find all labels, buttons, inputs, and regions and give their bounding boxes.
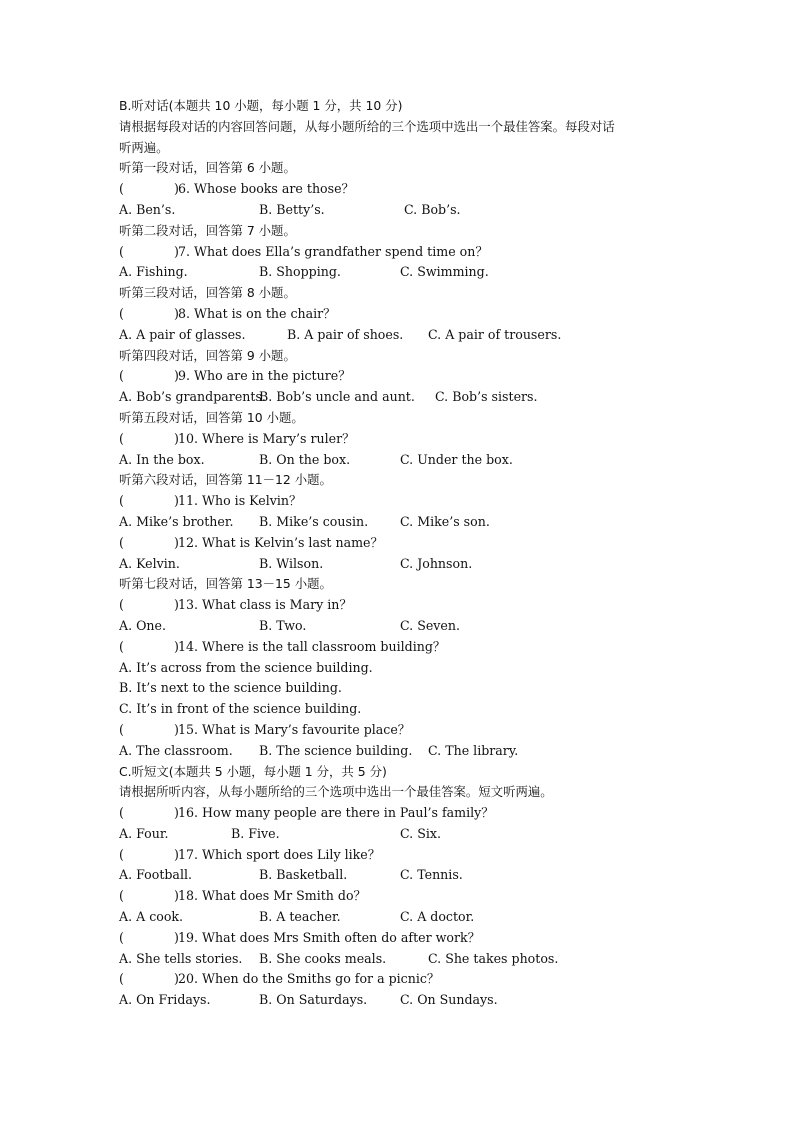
option-b: B. Five. <box>231 825 280 841</box>
option-c: C. A pair of trousers. <box>428 326 562 342</box>
section-b-instruction: 请根据每段对话的内容回答问题，从每小题所给的三个选项中选出一个最佳答案。每段对话 <box>119 118 615 134</box>
question-13 <box>119 595 689 616</box>
question-text: 18. What does Mr Smith do？ <box>178 888 367 904</box>
options-10 <box>119 450 689 471</box>
question-text: 6. Whose books are those？ <box>178 181 355 197</box>
option-c: C. She takes photos. <box>428 950 559 966</box>
options-9 <box>119 387 689 408</box>
answer-blank-close: ) <box>174 597 179 613</box>
answer-blank-open: ( <box>119 888 124 904</box>
question-10 <box>119 429 689 450</box>
question-text: 20. When do the Smiths go for a picnic？ <box>178 971 440 987</box>
question-text: 9. Who are in the picture？ <box>178 368 351 384</box>
options-17 <box>119 865 689 886</box>
option-c: C. Bob’s sisters. <box>435 389 538 405</box>
option-a: A. Fishing. <box>119 264 188 280</box>
option-a: A. Football. <box>119 867 193 883</box>
option-b: B. Basketball. <box>259 867 348 883</box>
answer-blank-open: ( <box>119 493 124 509</box>
section-c-title: C.听短文(本题共 5 小题，每小题 1 分，共 5 分) <box>119 763 387 779</box>
question-text: 12. What is Kelvin’s last name？ <box>178 534 384 550</box>
answer-blank-close: ) <box>174 181 179 197</box>
answer-blank-close: ) <box>174 305 179 321</box>
option-b: B. Two. <box>259 617 307 633</box>
options-13 <box>119 616 689 637</box>
answer-blank-open: ( <box>119 305 124 321</box>
question-text: 10. Where is Mary’s ruler？ <box>178 430 355 446</box>
question-17 <box>119 845 689 866</box>
answer-blank-open: ( <box>119 181 124 197</box>
answer-blank-close: ) <box>174 929 179 945</box>
option-a: A. Bob’s grandparents. <box>119 389 266 405</box>
option-c: C. It’s in front of the science building. <box>119 701 362 717</box>
dialog-heading-7: 听第七段对话，回答第 13－15 小题。 <box>119 576 332 592</box>
option-a: A. Mike’s brother. <box>119 513 234 529</box>
option-b: B. Betty’s. <box>259 201 325 217</box>
option-a: A. Kelvin. <box>119 555 180 571</box>
option-a: A. Four. <box>119 825 169 841</box>
answer-blank-close: ) <box>174 243 179 259</box>
dialog-heading-1: 听第一段对话，回答第 6 小题。 <box>119 160 296 176</box>
option-a: A. The classroom. <box>119 742 233 758</box>
question-20 <box>119 969 689 990</box>
option-b: B. She cooks meals. <box>259 950 387 966</box>
options-6 <box>119 200 689 221</box>
option-c: C. Tennis. <box>400 867 463 883</box>
option-b: B. The science building. <box>259 742 413 758</box>
answer-blank-close: ) <box>174 368 179 384</box>
option-c: C. Mike’s son. <box>400 513 490 529</box>
option-b: B. A teacher. <box>259 909 341 925</box>
option-c: C. A doctor. <box>400 909 475 925</box>
answer-blank-open: ( <box>119 721 124 737</box>
option-c: C. Johnson. <box>400 555 473 571</box>
question-text: 13. What class is Mary in？ <box>178 597 352 613</box>
section-b-title: B.听对话(本题共 10 小题，每小题 1 分，共 10 分) <box>119 98 403 113</box>
answer-blank-open: ( <box>119 534 124 550</box>
question-15 <box>119 720 689 741</box>
dialog-heading-5: 听第五段对话，回答第 10 小题。 <box>119 409 304 425</box>
question-12 <box>119 533 689 554</box>
option-c: C. Under the box. <box>400 451 513 467</box>
option-b: B. Shopping. <box>259 264 341 280</box>
answer-blank-open: ( <box>119 430 124 446</box>
option-a: A. It’s across from the science building. <box>119 659 373 675</box>
option-a: A. She tells stories. <box>119 950 243 966</box>
question-14 <box>119 637 689 658</box>
dialog-heading-6: 听第六段对话，回答第 11－12 小题。 <box>119 472 332 488</box>
answer-blank-close: ) <box>174 846 179 862</box>
option-c: C. On Sundays. <box>400 992 498 1008</box>
answer-blank-open: ( <box>119 805 124 821</box>
question-text: 11. Who is Kelvin？ <box>178 493 302 509</box>
option-b: B. On Saturdays. <box>259 992 368 1008</box>
question-11 <box>119 491 689 512</box>
option-b: B. A pair of shoes. <box>287 326 404 342</box>
question-7 <box>119 242 689 263</box>
option-b: B. Bob’s uncle and aunt. <box>259 389 415 405</box>
question-19 <box>119 928 689 949</box>
option-a: A. Ben’s. <box>119 201 176 217</box>
section-c-instruction: 请根据所听内容，从每小题所给的三个选项中选出一个最佳答案。短文听两遍。 <box>119 784 553 800</box>
option-c: C. The library. <box>428 742 519 758</box>
answer-blank-close: ) <box>174 888 179 904</box>
listening-section <box>119 96 689 1011</box>
answer-blank-close: ) <box>174 638 179 654</box>
answer-blank-open: ( <box>119 368 124 384</box>
answer-blank-open: ( <box>119 243 124 259</box>
answer-blank-open: ( <box>119 929 124 945</box>
options-15 <box>119 741 689 762</box>
dialog-heading-4: 听第四段对话，回答第 9 小题。 <box>119 347 296 363</box>
question-text: 8. What is on the chair？ <box>178 305 336 321</box>
options-12 <box>119 554 689 575</box>
options-20 <box>119 990 689 1011</box>
option-b: B. Wilson. <box>259 555 324 571</box>
section-b-instruction-cont: 听两遍。 <box>119 139 169 155</box>
answer-blank-close: ) <box>174 971 179 987</box>
answer-blank-open: ( <box>119 638 124 654</box>
answer-blank-close: ) <box>174 534 179 550</box>
options-18 <box>119 907 689 928</box>
dialog-heading-3: 听第三段对话，回答第 8 小题。 <box>119 285 296 301</box>
dialog-heading-2: 听第二段对话，回答第 7 小题。 <box>119 222 296 238</box>
option-b: B. It’s next to the science building. <box>119 680 342 696</box>
question-6 <box>119 179 689 200</box>
question-8 <box>119 304 689 325</box>
options-19 <box>119 949 689 970</box>
options-8 <box>119 325 689 346</box>
options-16 <box>119 824 689 845</box>
option-c: C. Seven. <box>400 617 460 633</box>
question-text: 17. Which sport does Lily like？ <box>178 846 381 862</box>
question-text: 15. What is Mary’s favourite place？ <box>178 721 411 737</box>
option-a: A. A cook. <box>119 909 184 925</box>
question-text: 7. What does Ella’s grandfather spend time on？ <box>178 243 488 259</box>
answer-blank-close: ) <box>174 805 179 821</box>
option-b: B. Mike’s cousin. <box>259 513 369 529</box>
answer-blank-open: ( <box>119 846 124 862</box>
answer-blank-close: ) <box>174 721 179 737</box>
option-a: A. One. <box>119 617 166 633</box>
answer-blank-open: ( <box>119 597 124 613</box>
question-text: 16. How many people are there in Paul’s family？ <box>178 805 494 821</box>
question-18 <box>119 886 689 907</box>
option-c: C. Swimming. <box>400 264 489 280</box>
option-a: A. On Fridays. <box>119 992 211 1008</box>
option-a: A. A pair of glasses. <box>119 326 246 342</box>
option-b: B. On the box. <box>259 451 351 467</box>
options-11 <box>119 512 689 533</box>
answer-blank-close: ) <box>174 493 179 509</box>
question-9 <box>119 366 689 387</box>
option-c: C. Six. <box>400 825 441 841</box>
option-c: C. Bob’s. <box>404 201 461 217</box>
answer-blank-open: ( <box>119 971 124 987</box>
answer-blank-close: ) <box>174 430 179 446</box>
option-a: A. In the box. <box>119 451 205 467</box>
question-16 <box>119 803 689 824</box>
question-text: 14. Where is the tall classroom building？ <box>178 638 446 654</box>
question-text: 19. What does Mrs Smith often do after work？ <box>178 929 481 945</box>
options-7 <box>119 262 689 283</box>
